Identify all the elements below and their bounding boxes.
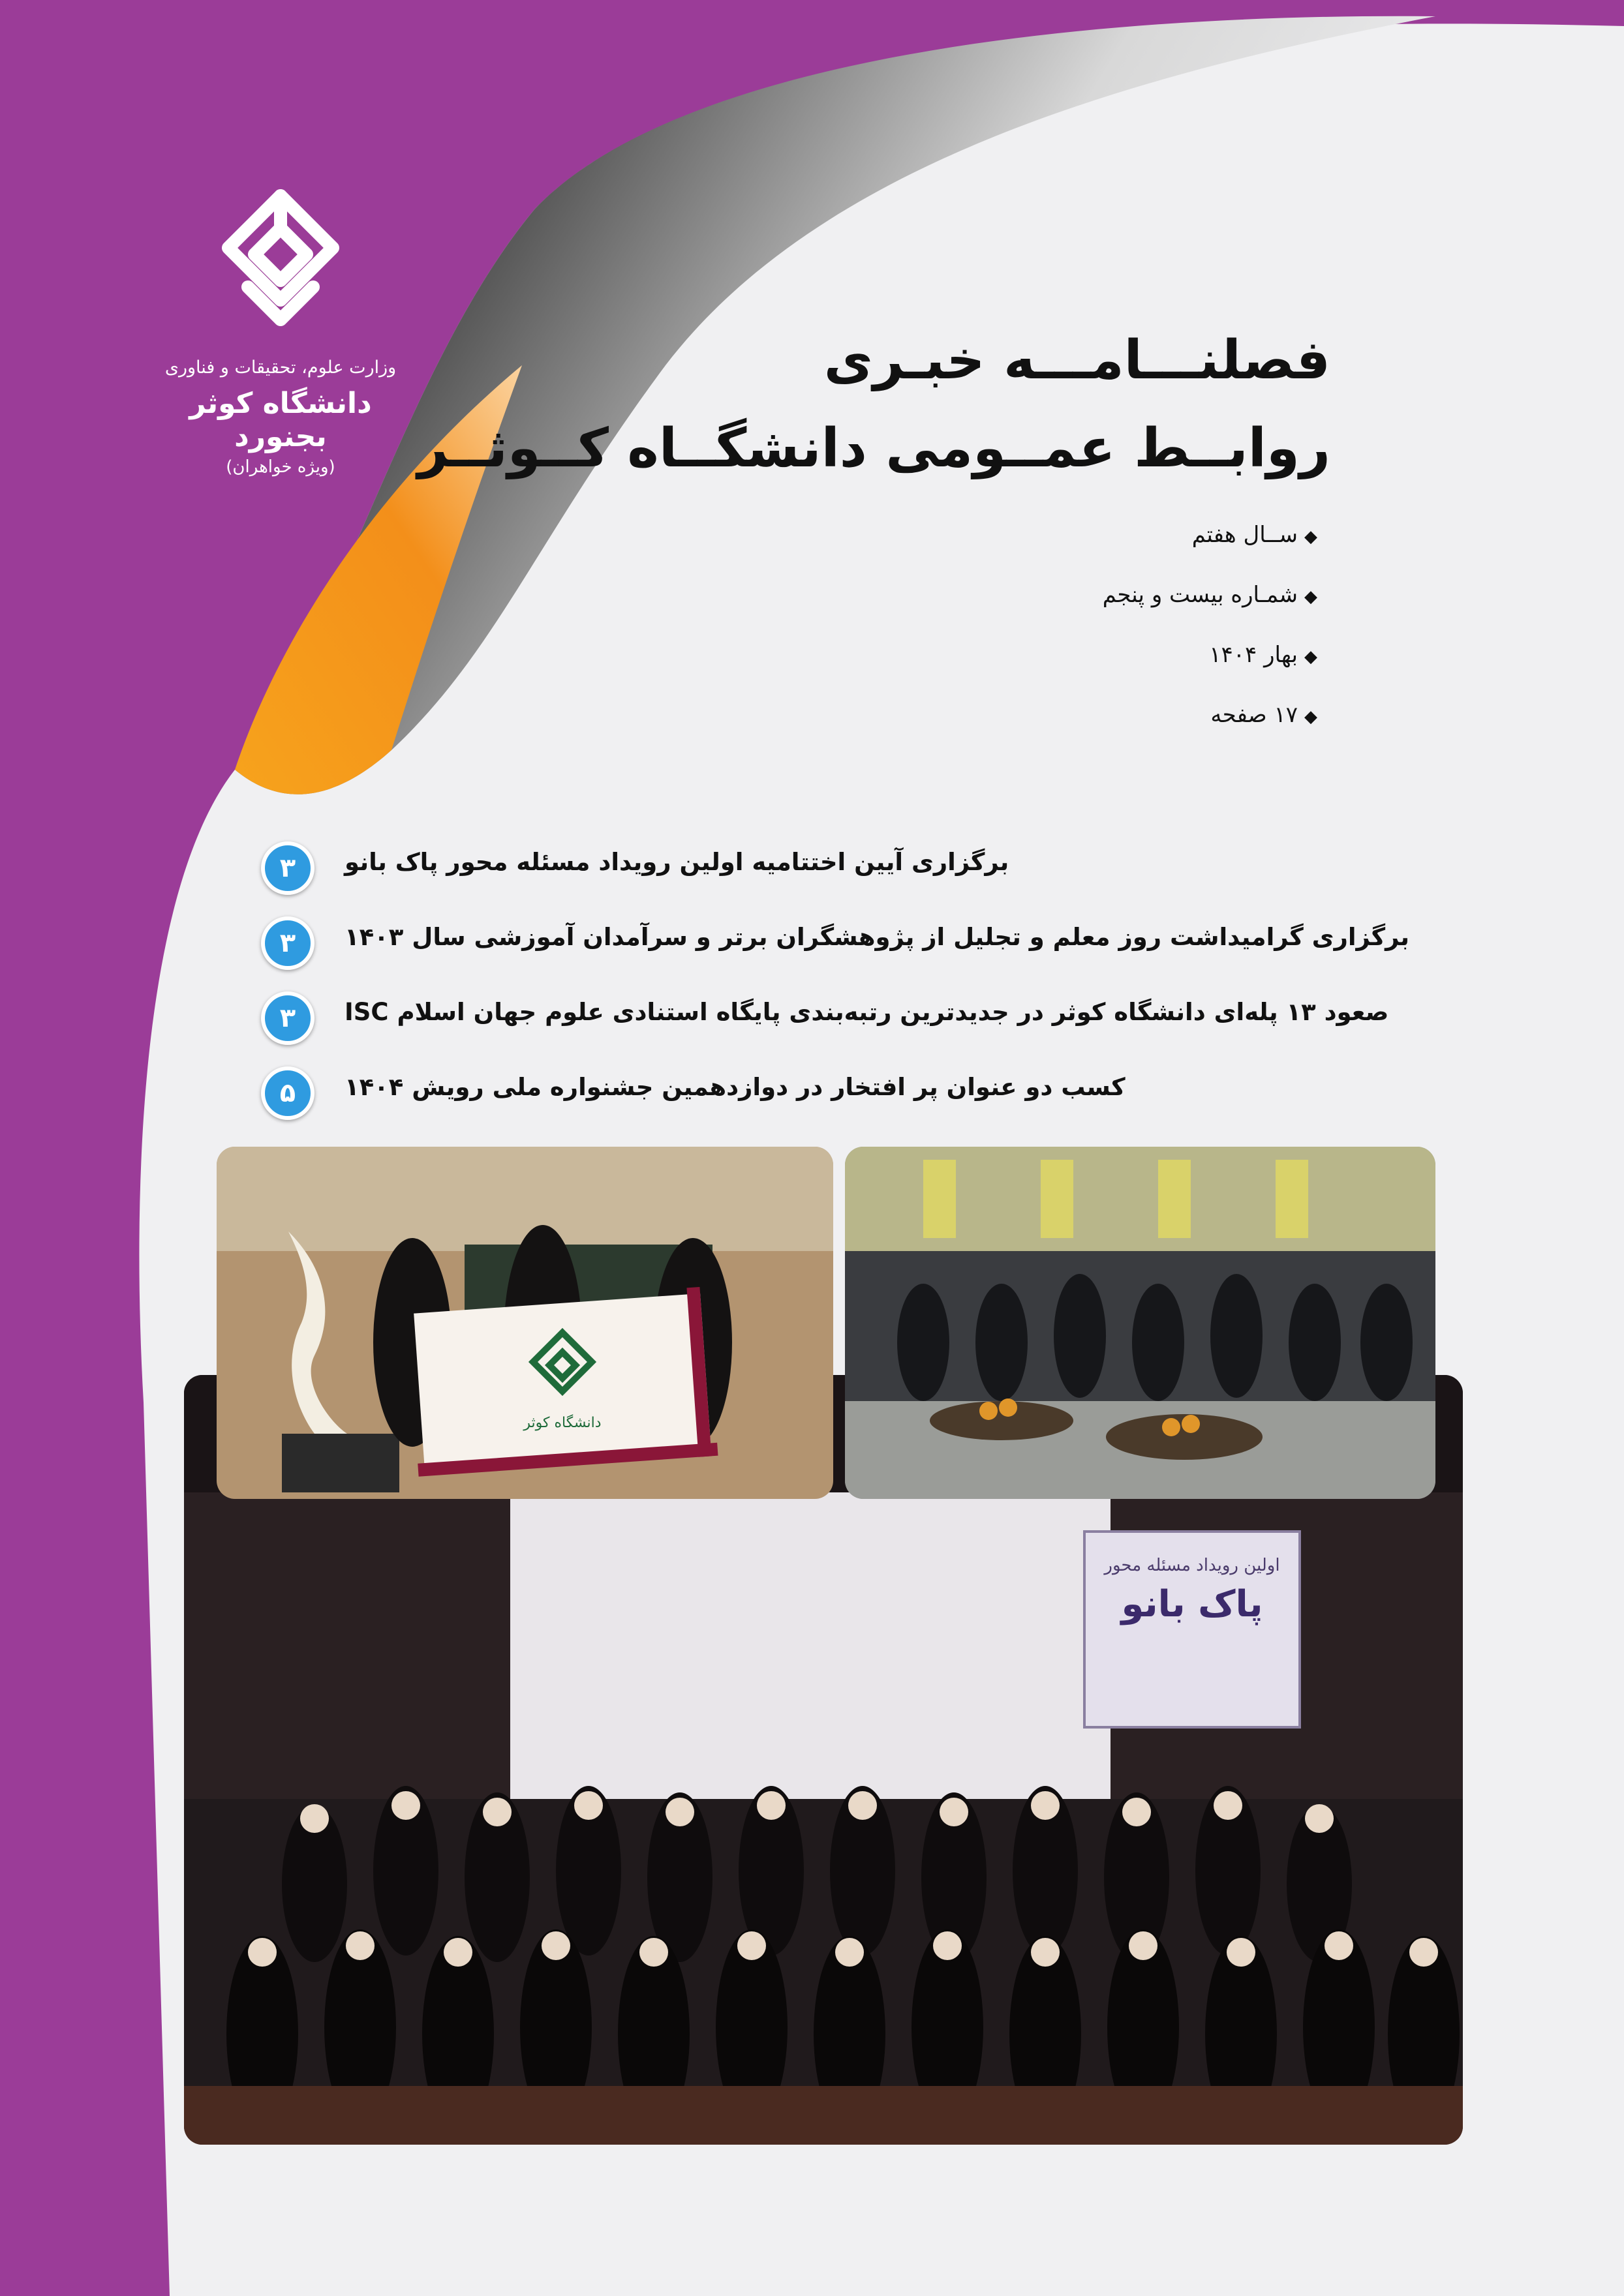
- page-number-badge: ۳: [261, 916, 314, 970]
- bullet-icon: ◆: [1304, 587, 1317, 607]
- bullet-icon: ◆: [1304, 707, 1317, 727]
- newsletter-title: فصلنـــامـــه خبـری: [823, 329, 1330, 391]
- university-logo-block: [163, 183, 398, 477]
- issue-season: ◆بهار ۱۴۰۴: [1209, 642, 1317, 668]
- toc-item-title: برگزاری گرامیداشت روز معلم و تجلیل از پژوهشگران برتر و سرآمدان آموزشی سال ۱۴۰۳: [345, 923, 1410, 951]
- award-photo: [217, 1147, 833, 1499]
- event-banner-brand: پاک بانو: [1121, 1583, 1263, 1625]
- bullet-icon: ◆: [1304, 647, 1317, 667]
- table-of-contents: [261, 841, 1410, 1141]
- issue-year: ◆ســال هفتم: [1191, 522, 1317, 548]
- newsletter-title-block: [418, 329, 1330, 479]
- toc-item[interactable]: [261, 991, 1389, 1046]
- toc-item-title: کسب دو عنوان پر افتخار در دوازدهمین جشنواره ملی رویش ۱۴۰۴: [345, 1073, 1126, 1101]
- toc-item[interactable]: [261, 916, 1410, 971]
- kosar-university-emblem-icon: [209, 183, 352, 346]
- toc-item-title: صعود ۱۳ پله‌ای دانشگاه کوثر در جدیدترین رتبه‌بندی پایگاه استنادی علوم جهان اسلام ISC: [345, 998, 1389, 1026]
- bullet-icon: ◆: [1304, 527, 1317, 547]
- newsletter-subtitle: روابــط عمــومی دانشگــاه کــوثــر: [417, 417, 1330, 479]
- toc-item[interactable]: [261, 1066, 1370, 1121]
- event-banner-title: اولین رویداد مسئله محور: [1104, 1556, 1280, 1575]
- ministry-name: وزارت علوم، تحقیقات و فناوری: [164, 357, 397, 378]
- toc-item[interactable]: [261, 841, 1370, 896]
- ceremony-photo: [845, 1147, 1435, 1499]
- page-number-badge: ۵: [261, 1066, 314, 1120]
- issue-info-list: [1103, 522, 1317, 762]
- toc-item-title: برگزاری آیین اختتامیه اولین رویداد مسئله محور پاک بانو: [345, 848, 1009, 876]
- university-subtitle: (ویژه خواهران): [226, 457, 335, 477]
- issue-number: ◆شمـاره بیست و پنجم: [1102, 582, 1317, 608]
- page-number-badge: ۳: [261, 991, 314, 1045]
- university-name: دانشگاه کوثر بجنورد: [189, 387, 372, 453]
- flag-caption: دانشگاه کوثر: [523, 1415, 602, 1431]
- page-number-badge: ۳: [261, 841, 314, 895]
- issue-pages: ◆۱۷ صفحه: [1210, 702, 1317, 728]
